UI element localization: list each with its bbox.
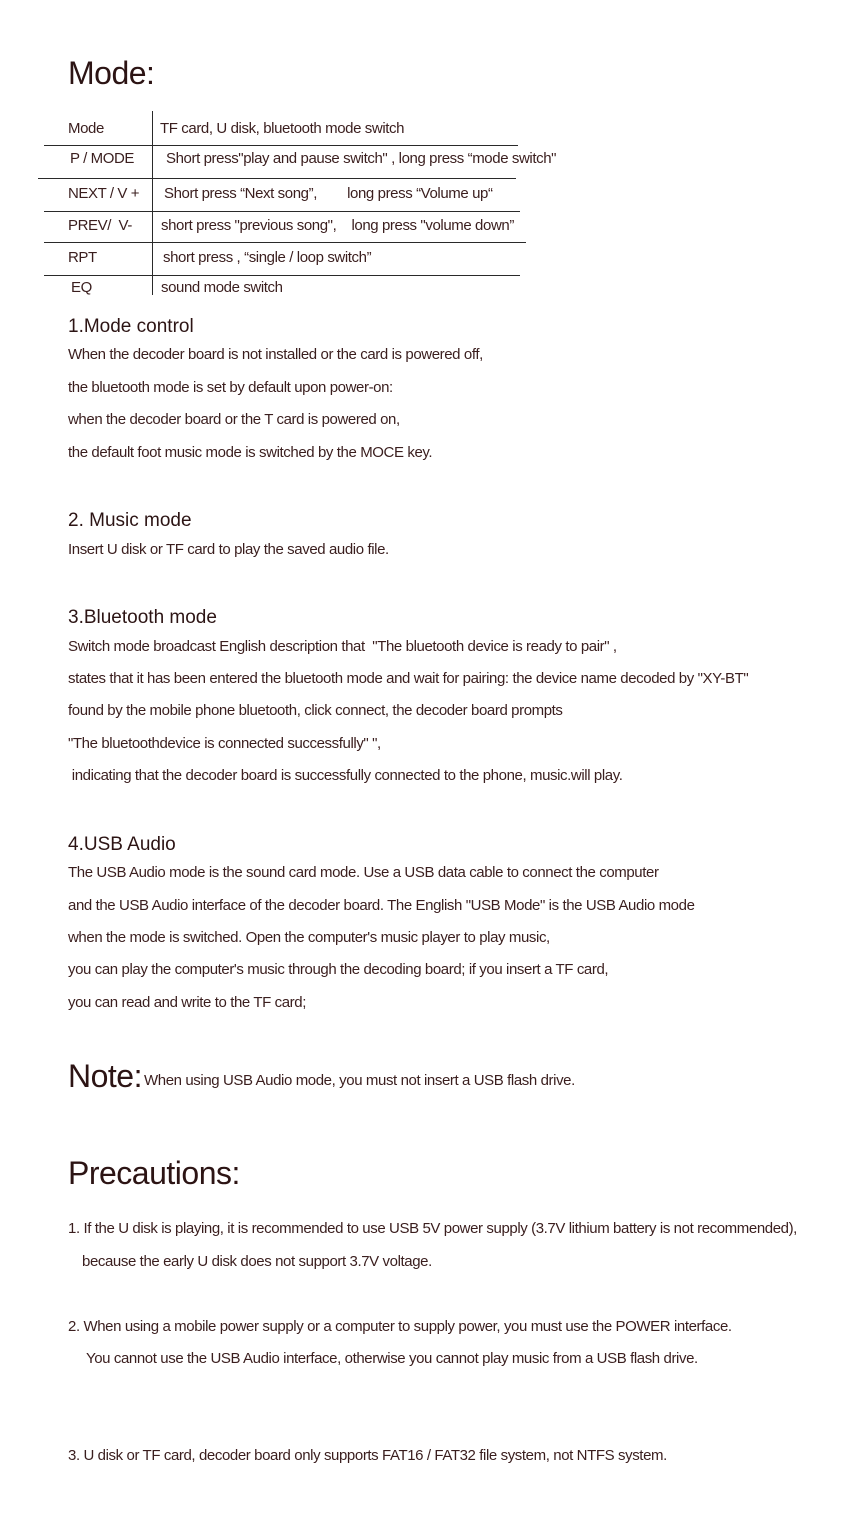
section-line: you can read and write to the TF card; xyxy=(68,994,306,1011)
precaution-item-continued: because the early U disk does not support 3.7V voltage. xyxy=(82,1253,432,1270)
table-rule xyxy=(44,242,526,243)
section-line: the default foot music mode is switched by the MOCE key. xyxy=(68,444,433,461)
table-divider-vertical xyxy=(152,111,153,295)
section-line: "The bluetoothdevice is connected successfully" ", xyxy=(68,735,381,752)
section-title: 3.Bluetooth mode xyxy=(68,607,217,628)
section-line: Insert U disk or TF card to play the saved audio file. xyxy=(68,541,389,558)
table-desc: short press "previous song", long press "volume down” xyxy=(161,217,514,234)
table-key: NEXT / V + xyxy=(68,185,140,202)
table-key: EQ xyxy=(71,279,92,296)
table-rule xyxy=(44,211,520,212)
table-key: RPT xyxy=(68,249,97,266)
section-line: Switch mode broadcast English description that "The bluetooth device is ready to pair" , xyxy=(68,638,617,655)
section-title: 2. Music mode xyxy=(68,510,192,531)
table-desc: TF card, U disk, bluetooth mode switch xyxy=(160,120,405,137)
section-line: when the decoder board or the T card is powered on, xyxy=(68,411,400,428)
section-line: the bluetooth mode is set by default upon power-on: xyxy=(68,379,393,396)
table-key: P / MODE xyxy=(70,150,135,167)
precaution-item: 2. When using a mobile power supply or a computer to supply power, you must use the POWER interface. xyxy=(68,1318,732,1335)
section-line: you can play the computer's music through the decoding board; if you insert a TF card, xyxy=(68,961,609,978)
section-title: 4.USB Audio xyxy=(68,834,176,855)
table-rule xyxy=(38,178,516,179)
table-key: PREV/ V- xyxy=(68,217,132,234)
note-text: When using USB Audio mode, you must not insert a USB flash drive. xyxy=(144,1072,575,1089)
section-line: found by the mobile phone bluetooth, click connect, the decoder board prompts xyxy=(68,702,563,719)
precaution-item: 3. U disk or TF card, decoder board only supports FAT16 / FAT32 file system, not NTFS system. xyxy=(68,1447,667,1464)
section-line: When the decoder board is not installed or the card is powered off, xyxy=(68,346,483,363)
precautions-title: Precautions: xyxy=(68,1155,240,1191)
table-desc: Short press"play and pause switch" , long press “mode switch" xyxy=(166,150,557,167)
precaution-item-continued: You cannot use the USB Audio interface, otherwise you cannot play music from a USB flash drive. xyxy=(86,1350,698,1367)
note-label: Note: xyxy=(68,1058,142,1094)
section-line: states that it has been entered the bluetooth mode and wait for pairing: the device name decoded by "XY-BT" xyxy=(68,670,749,687)
table-desc: Short press “Next song”, long press “Volume up“ xyxy=(164,185,493,202)
table-key: Mode xyxy=(68,120,104,137)
table-desc: sound mode switch xyxy=(161,279,283,296)
section-line: and the USB Audio interface of the decoder board. The English "USB Mode" is the USB Audio mode xyxy=(68,897,695,914)
mode-title: Mode: xyxy=(68,55,155,91)
section-title: 1.Mode control xyxy=(68,316,194,337)
table-rule xyxy=(44,275,520,276)
precaution-item: 1. If the U disk is playing, it is recommended to use USB 5V power supply (3.7V lithium battery is not recommended), xyxy=(68,1220,797,1237)
section-line: indicating that the decoder board is successfully connected to the phone, music.will play. xyxy=(68,767,623,784)
section-line: The USB Audio mode is the sound card mode. Use a USB data cable to connect the computer xyxy=(68,864,659,881)
table-rule xyxy=(44,145,518,146)
section-line: when the mode is switched. Open the computer's music player to play music, xyxy=(68,929,550,946)
table-desc: short press , “single / loop switch” xyxy=(163,249,372,266)
